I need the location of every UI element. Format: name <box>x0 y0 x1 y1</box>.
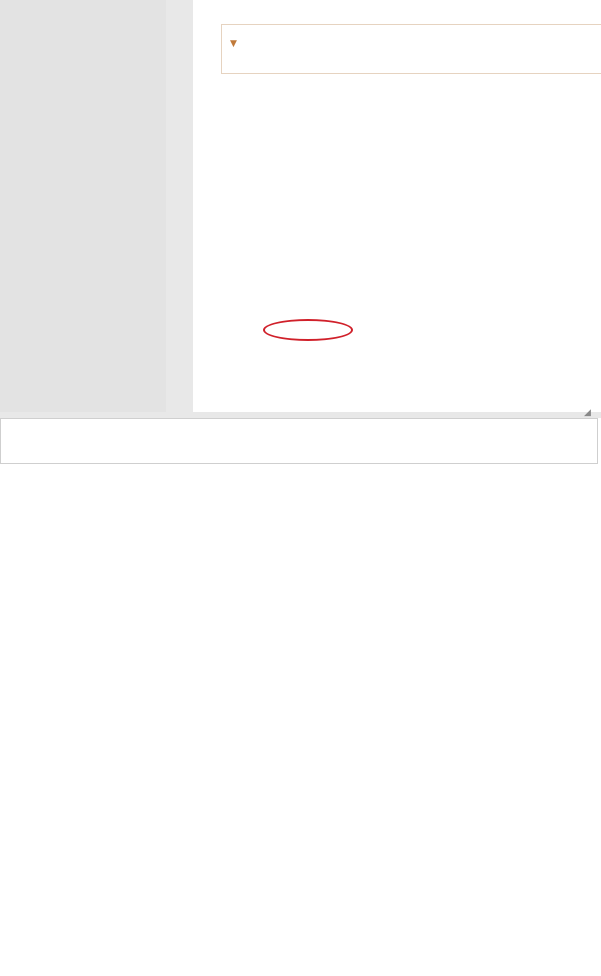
website-screenshot <box>0 0 601 418</box>
caption-box <box>0 418 598 464</box>
section-header[interactable] <box>221 24 601 74</box>
content-area <box>193 0 601 412</box>
resize-grip-icon[interactable]: ◢ <box>584 408 591 418</box>
sidebar <box>0 0 166 412</box>
chevron-down-icon: ▼ <box>230 39 237 49</box>
highlight-ellipse <box>263 319 353 341</box>
document <box>0 472 600 976</box>
